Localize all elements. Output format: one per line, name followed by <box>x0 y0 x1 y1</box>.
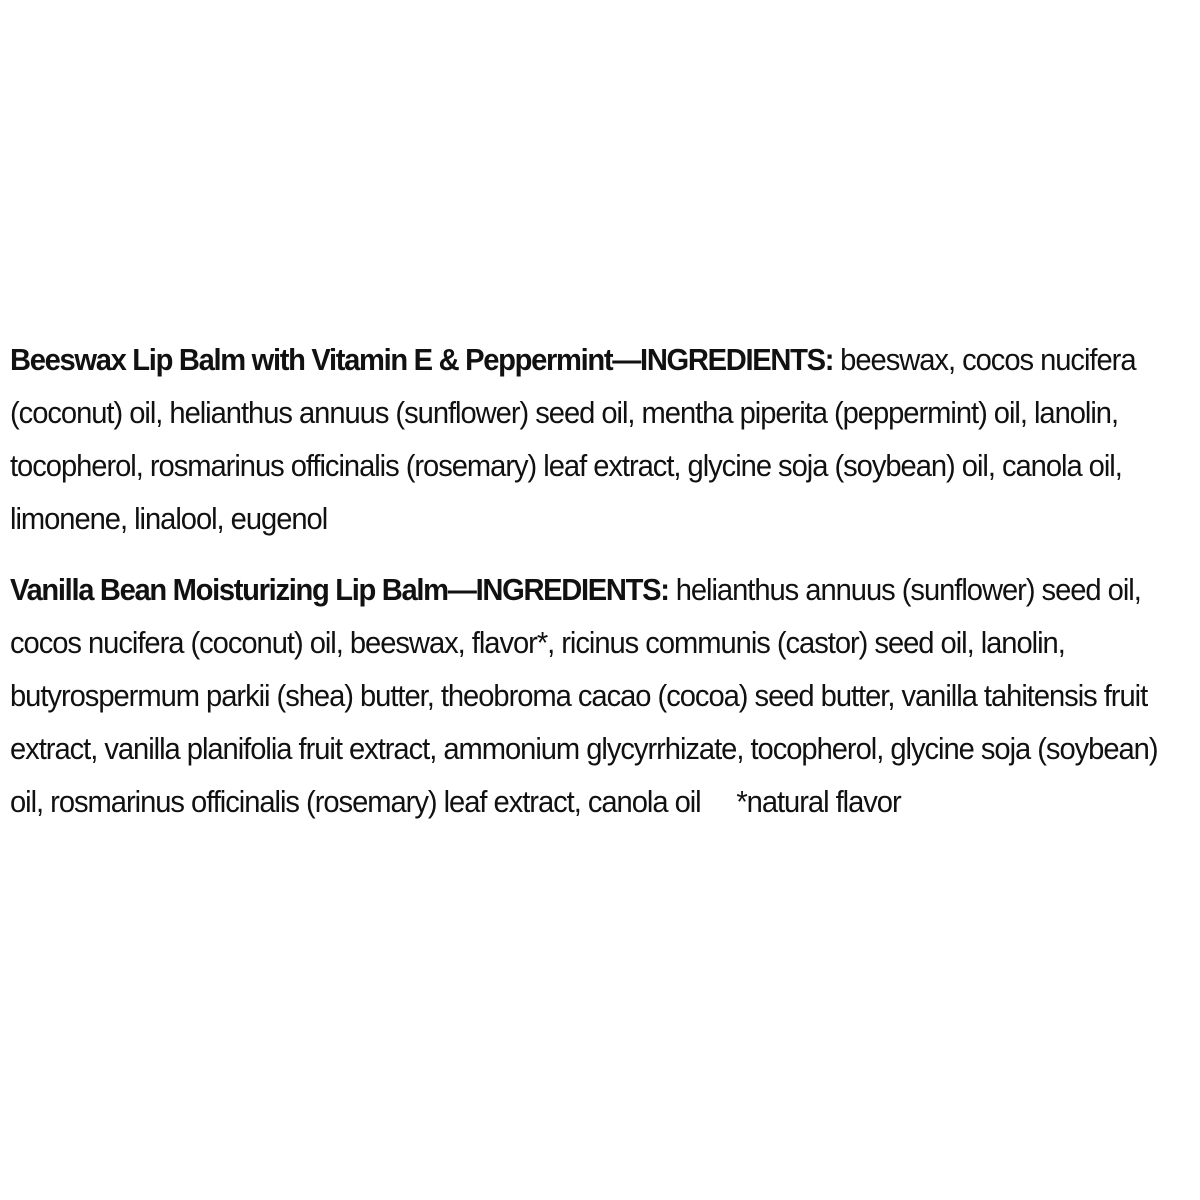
vanilla-bean-heading: Vanilla Bean Moisturizing Lip Balm—INGREDIENTS: <box>10 572 669 607</box>
beeswax-peppermint-ingredient-list: beeswax, cocos nucifera (coconut) oil, helianthus annuus (sunflower) seed oil, mentha piperita (peppermint) oil, lanolin, tocopherol, rosmarinus officinalis (rosemary) leaf extract, glycine soja (soybean) oil, canola oil, limonene, linalool, eugenol <box>10 342 1136 536</box>
beeswax-peppermint-heading: Beeswax Lip Balm with Vitamin E & Peppermint—INGREDIENTS: <box>10 342 834 377</box>
natural-flavor-footnote: *natural flavor <box>736 784 901 819</box>
beeswax-peppermint-ingredients <box>10 333 1190 545</box>
vanilla-bean-ingredient-list: helianthus annuus (sunflower) seed oil, cocos nucifera (coconut) oil, beeswax, flavor*, ricinus communis (castor) seed oil, lanolin, butyrospermum parkii (shea) butter, theobroma cacao (cocoa) seed butter, vanilla tahitensis fruit extract, vanilla planifolia fruit extract, ammonium glycyrrhizate, tocopherol, glycine soja (soybean) oil, rosmarinus officinalis (rosemary) leaf extract, canola oil <box>10 572 1158 819</box>
vanilla-bean-ingredients <box>10 563 1190 828</box>
